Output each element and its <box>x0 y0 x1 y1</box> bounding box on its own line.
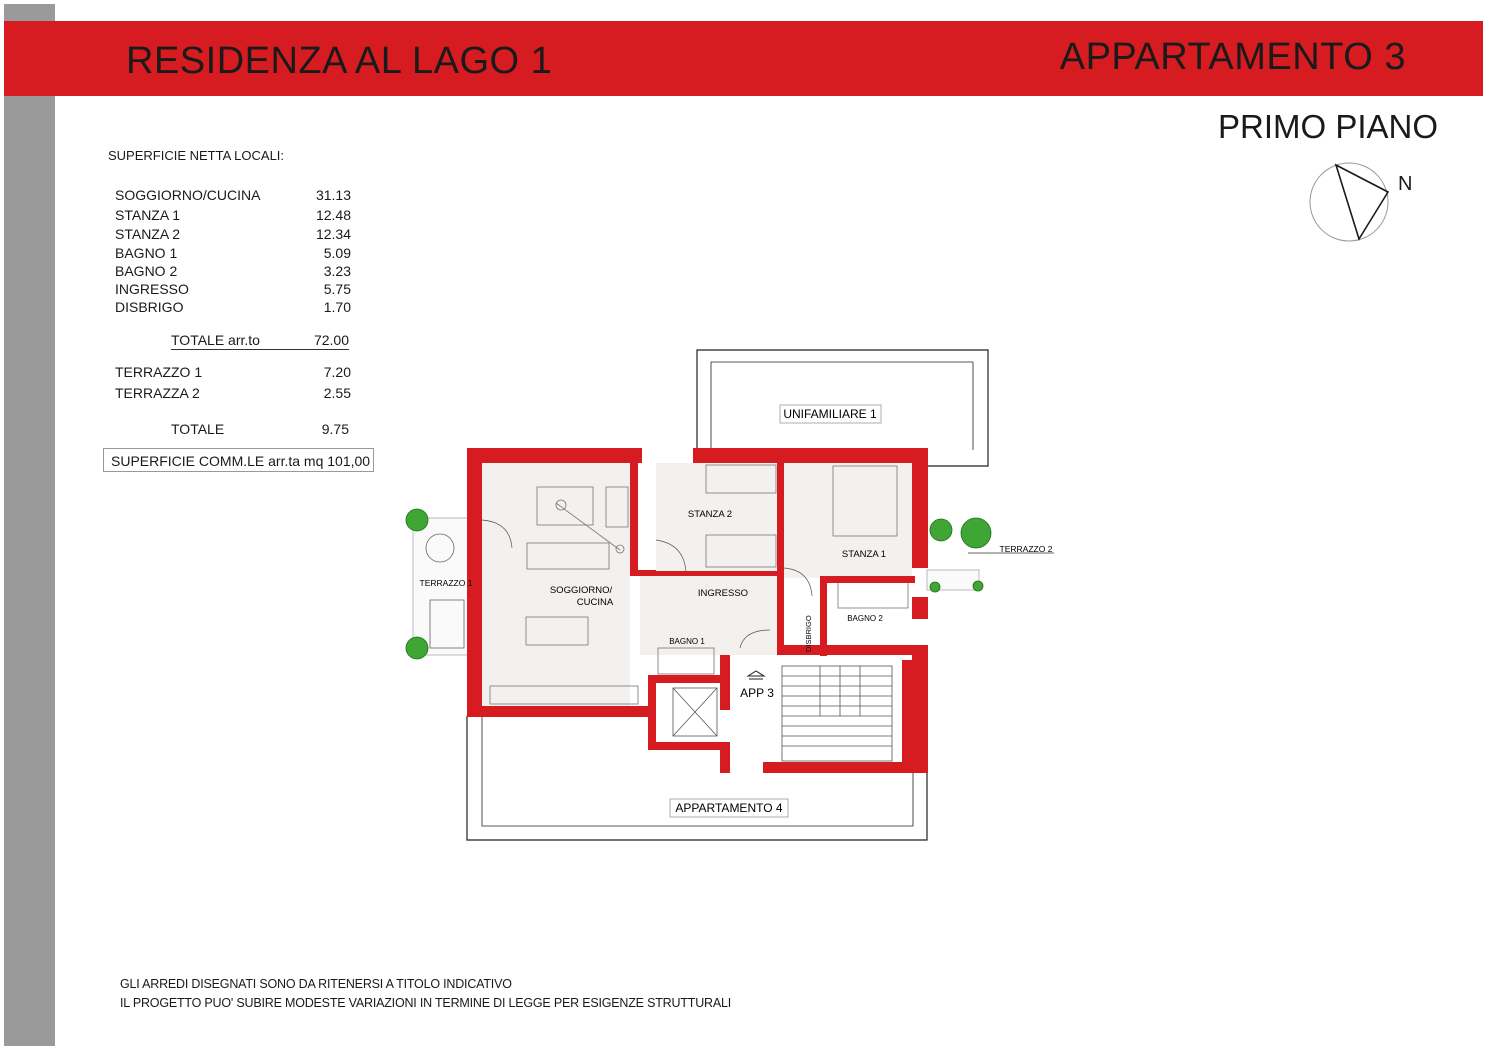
area-row <box>115 281 351 299</box>
area-value: 5.09 <box>323 245 351 261</box>
floor-label: PRIMO PIANO <box>1218 108 1439 145</box>
project-title: RESIDENZA AL LAGO 1 <box>126 40 553 82</box>
north-arrow-icon <box>1306 160 1426 250</box>
entrance-icon <box>748 671 764 679</box>
area-row <box>115 187 351 205</box>
area-value: 12.34 <box>315 226 351 242</box>
label-bagno2: BAGNO 2 <box>847 614 883 623</box>
unit-title: APPARTAMENTO 3 <box>1059 36 1406 78</box>
label-disbrigo: DISBRIGO <box>804 615 813 652</box>
area-row <box>115 299 351 317</box>
note-line: IL PROGETTO PUO' SUBIRE MODESTE VARIAZIONI IN TERMINE DI LEGGE PER ESIGENZE STRUTTURALI <box>120 996 732 1010</box>
area-name: DISBRIGO <box>115 299 184 315</box>
area-value: 3.23 <box>323 263 351 279</box>
commercial-area-text: SUPERFICIE COMM.LE arr.ta mq 101,00 <box>111 453 371 469</box>
label-cucina: CUCINA <box>576 597 614 608</box>
area-name: SOGGIORNO/CUCINA <box>115 187 261 203</box>
area-row <box>115 226 351 244</box>
area-name: BAGNO 1 <box>115 245 178 261</box>
label-unifamiliare: UNIFAMILIARE 1 <box>783 407 877 421</box>
terraces-total-value: 9.75 <box>321 421 349 437</box>
label-terrazzo1: TERRAZZO 1 <box>419 578 473 588</box>
total-underline <box>171 349 349 350</box>
rooms-total-label: TOTALE arr.to <box>171 332 260 348</box>
staircase <box>782 666 892 761</box>
side-stripe <box>4 4 55 1046</box>
label-stanza2: STANZA 2 <box>687 509 733 520</box>
terrace-value: 7.20 <box>323 364 351 380</box>
rooms-total-value: 72.00 <box>313 332 349 348</box>
label-soggiorno: SOGGIORNO/ <box>549 585 613 596</box>
area-value: 1.70 <box>323 299 351 315</box>
terraces-total-row <box>171 421 349 439</box>
north-label: N <box>1398 173 1413 195</box>
terrazzo-2 <box>927 553 1054 590</box>
label-terrazzo2: TERRAZZO 2 <box>999 544 1053 554</box>
terrace-row <box>115 385 351 403</box>
floor-plan <box>395 340 1075 850</box>
lift <box>673 688 717 736</box>
area-row <box>115 245 351 263</box>
commercial-area-box <box>103 448 374 472</box>
note-line: GLI ARREDI DISEGNATI SONO DA RITENERSI A TITOLO INDICATIVO <box>120 977 512 991</box>
terraces-total-label: TOTALE <box>171 421 225 437</box>
areas-title: SUPERFICIE NETTA LOCALI: <box>108 148 285 163</box>
label-stanza1: STANZA 1 <box>841 549 887 560</box>
terrace-value: 2.55 <box>323 385 351 401</box>
label-appartamento4: APPARTAMENTO 4 <box>675 801 783 815</box>
label-ingresso: INGRESSO <box>697 588 749 599</box>
area-name: STANZA 1 <box>115 207 181 223</box>
area-value: 5.75 <box>323 281 351 297</box>
area-name: STANZA 2 <box>115 226 181 242</box>
area-row <box>115 207 351 225</box>
area-name: INGRESSO <box>115 281 189 297</box>
label-app3: APP 3 <box>740 686 774 700</box>
terrace-name: TERRAZZO 1 <box>115 364 203 380</box>
area-row <box>115 263 351 281</box>
terrace-row <box>115 364 351 382</box>
label-bagno1: BAGNO 1 <box>669 637 705 646</box>
terrace-name: TERRAZZA 2 <box>115 385 200 401</box>
area-value: 31.13 <box>315 187 351 203</box>
rooms-total-row <box>171 332 349 350</box>
area-value: 12.48 <box>315 207 351 223</box>
area-name: BAGNO 2 <box>115 263 178 279</box>
